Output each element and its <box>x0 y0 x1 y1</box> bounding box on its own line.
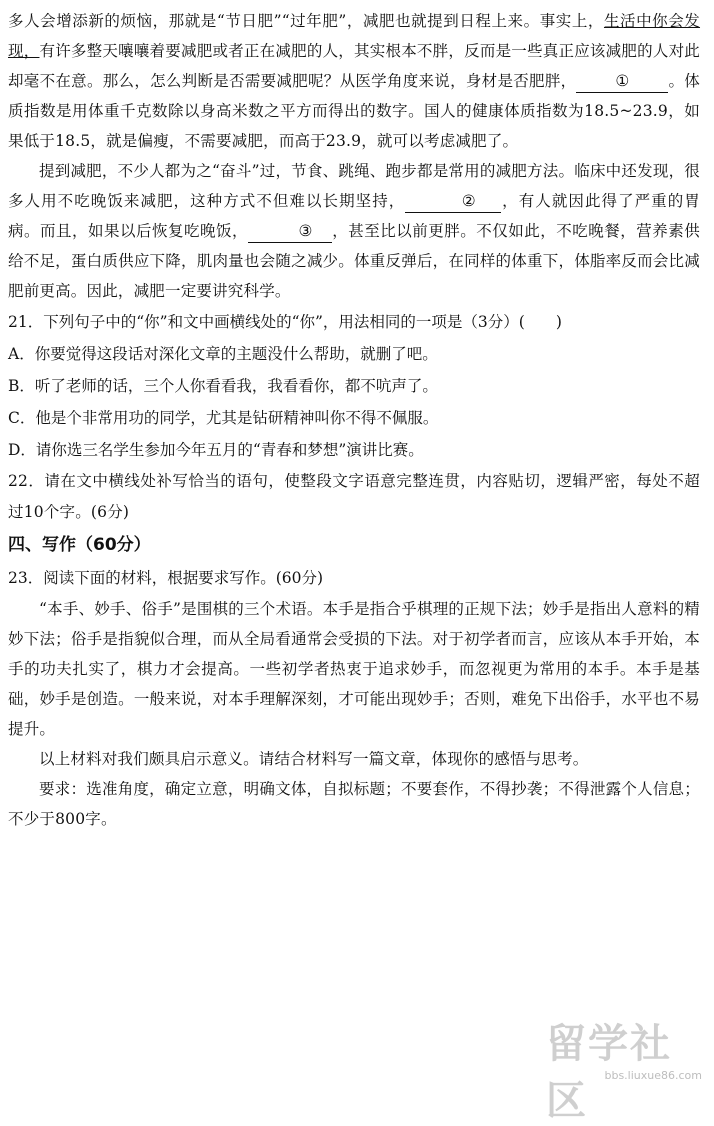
question-23-prompt: 以上材料对我们颇具启示意义。请结合材料写一篇文章，体现你的感悟与思考。 <box>39 750 589 768</box>
question-22-stem: 22．请在文中横线处补写恰当的语句，使整段文字语意完整连贯，内容贴切，逻辑严密，每处不超过10个字。(6分) <box>8 472 700 521</box>
passage-p1-after-underline: 有许多整天嚷嚷着要减肥或者正在减肥的人，其实根本不胖，反而是一些真正应该减肥的人对此却毫不在意。那么，怎么判断是否需要减肥呢？从医学角度来说，身材是否肥胖， <box>8 42 701 90</box>
document-page <box>8 6 700 834</box>
watermark-url: bbs.liuxue86.com <box>604 1069 702 1082</box>
question-23-material: “本手、妙手、俗手”是围棋的三个术语。本手是指合乎棋理的正规下法；妙手是指出人意料的精妙下法；俗手是指貌似合理，而从全局看通常会受损的下法。对于初学者而言，应该从本手开始，本手的功夫扎实了，棋力才会提高。一些初学者热衷于追求妙手，而忽视更为常用的本手。本手是基础，妙手是创造。一般来说，对本手理解深刻，才可能出现妙手；否则，难免下出俗手，水平也不易提升。 <box>8 600 700 738</box>
passage-paragraph-2 <box>8 156 700 306</box>
question-21-stem: 21．下列句子中的“你”和文中画横线处的“你”，用法相同的一项是（3分）( ) <box>8 313 562 331</box>
passage-p2-part2: ，有人就因此得了严重的胃病。而且，如果以后恢复吃晚饭， <box>8 192 700 240</box>
passage-p1-after-blank1: 。体质指数是用体重千克数除以身高米数之平方而得出的数字。国人的健康体质指数为18.5~23.9，如果低于18.5，就是偏瘦，不需要减肥，而高于23.9，就可以考虑减肥了。 <box>8 72 701 150</box>
passage-p2-part1: 提到减肥，不少人都为之“奋斗”过，节食、跳绳、跑步都是常用的减肥方法。临床中还发现，很多人用不吃晚饭来减肥，这种方式不但难以长期坚持， <box>8 162 700 210</box>
underlined-phrase: 生活中你会发现， <box>8 12 701 60</box>
passage-p1-before-underline: 多人会增添新的烦恼，那就是“节日肥”“过年肥”，减肥也就提到日程上来。事实上， <box>8 12 604 30</box>
fill-blank-2: ② <box>405 190 501 213</box>
question-21-option-a: A．你要觉得这段话对深化文章的主题没什么帮助，就删了吧。 <box>8 345 438 363</box>
question-21-option-c: C．他是个非常用功的同学，尤其是钻研精神叫你不得不佩服。 <box>8 409 439 427</box>
question-21-option-d: D．请你选三名学生参加今年五月的“青春和梦想”演讲比赛。 <box>8 441 424 459</box>
fill-blank-3: ③ <box>248 220 332 243</box>
question-23-requirements: 要求：选准角度，确定立意，明确文体，自拟标题；不要套作，不得抄袭；不得泄露个人信息；不少于800字。 <box>8 780 700 828</box>
section-4-title: 四、写作（60分） <box>8 535 151 555</box>
site-watermark <box>546 1012 706 1124</box>
passage-paragraph-1 <box>8 6 700 156</box>
fill-blank-1: ① <box>576 70 668 93</box>
question-21-option-b: B．听了老师的话，三个人你看看我，我看看你，都不吭声了。 <box>8 377 438 395</box>
question-23-stem: 23．阅读下面的材料，根据要求写作。(60分) <box>8 569 324 587</box>
watermark-logo-text: 留学社区 <box>546 1021 672 1124</box>
passage-p2-part3: ，甚至比以前更胖。不仅如此，不吃晚餐，营养素供给不足，蛋白质供应下降，肌肉量也会随之减少。体重反弹后，在同样的体重下，体脂率反而会比减肥前更高。因此，减肥一定要讲究科学。 <box>8 222 700 300</box>
